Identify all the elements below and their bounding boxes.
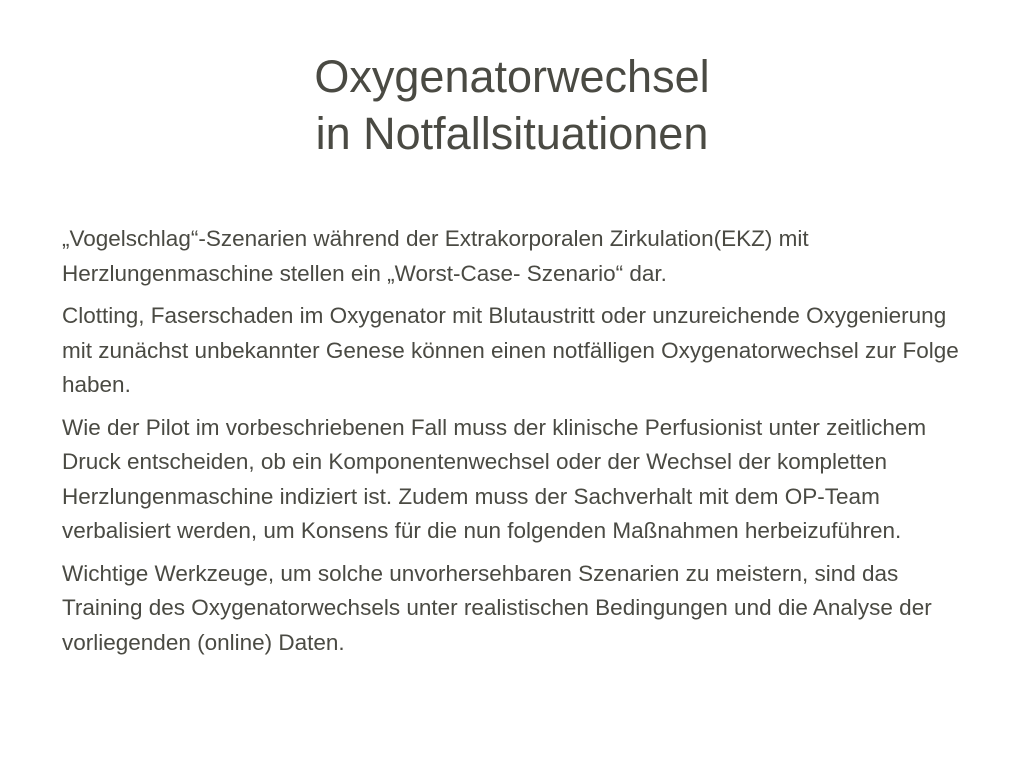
paragraph-1: „Vogelschlag“-Szenarien während der Extrakorporalen Zirkulation(EKZ) mit Herzlungenmaschine stellen ein „Worst-Case- Szenario“ dar. [62,226,809,286]
slide-title [0,48,1024,162]
slide-title-line-1: Oxygenatorwechsel [314,51,710,102]
paragraph-2: Clotting, Faserschaden im Oxygenator mit Blutaustritt oder unzureichende Oxygenierung mit zunächst unbekannter Genese können einen notfälligen Oxygenatorwechsel zur Folge haben. [62,303,959,397]
slide-body [62,222,972,668]
paragraph-4: Wichtige Werkzeuge, um solche unvorhersehbaren Szenarien zu meistern, sind das Training des Oxygenatorwechsels unter realistischen Bedingungen und die Analyse der vorliegenden (online) Daten. [62,560,932,655]
slide-title-line-2: in Notfallsituationen [315,108,709,159]
paragraph-3: Wie der Pilot im vorbeschriebenen Fall muss der klinische Perfusionist unter zeitlichem Druck entscheiden, ob ein Komponentenwechsel oder der Wechsel der kompletten Herzlungenmaschine indiziert ist. Zudem muss der Sachverhalt mit dem OP-Team verbalisiert werden, um Konsens für die nun folgenden Maßnahmen herbeizuführen. [62,414,927,543]
